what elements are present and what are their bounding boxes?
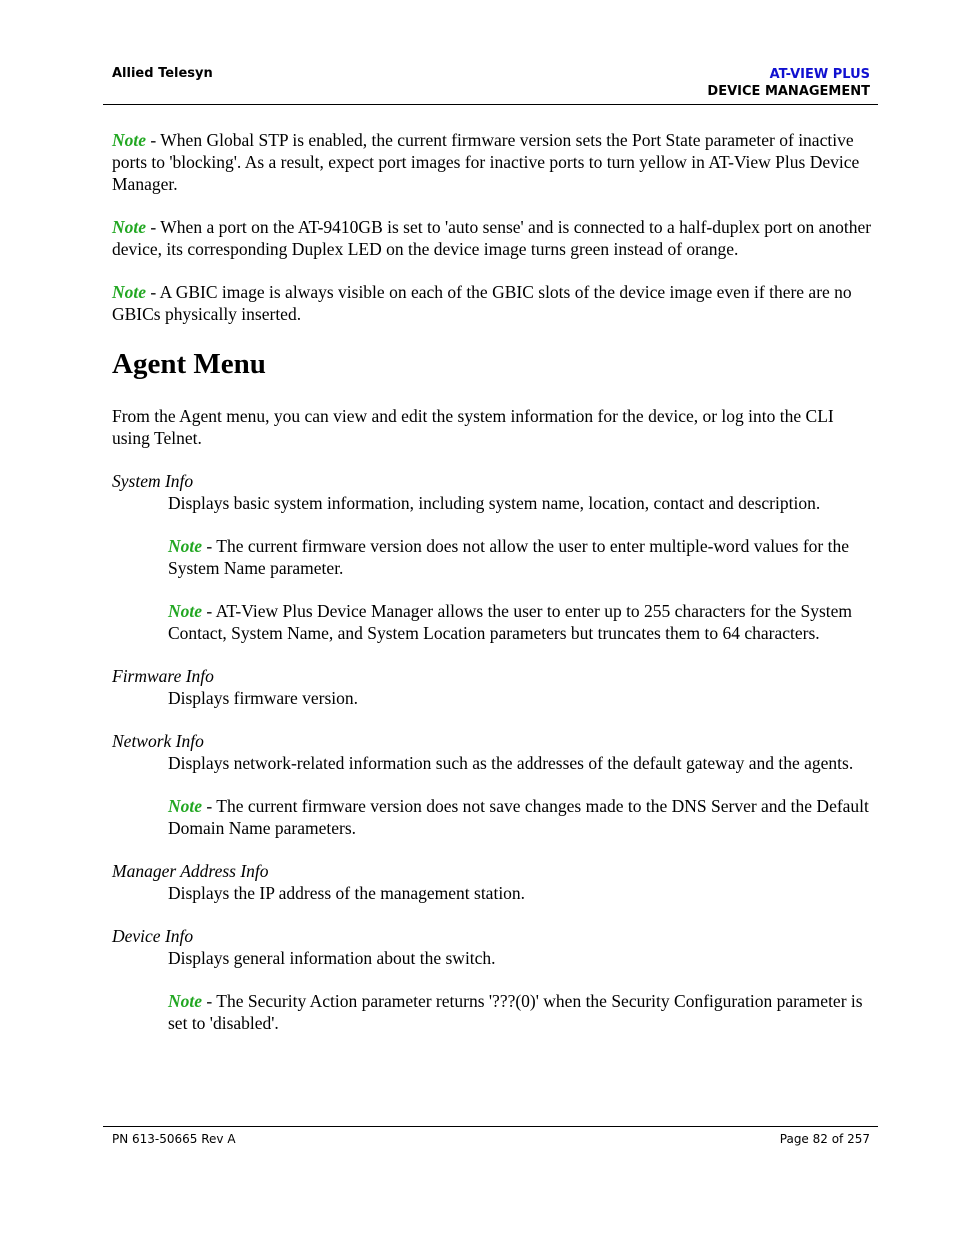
item-term: System Info: [112, 471, 194, 491]
item-description: Displays general information about the switch.: [168, 948, 496, 968]
item-definition: [168, 687, 874, 709]
note-text: - AT-View Plus Device Manager allows the user to enter up to 255 characters for the System Contact, System Name, and System Location parameters but truncates them to 64 characters.: [168, 601, 853, 643]
page-header: [103, 60, 878, 105]
part-number: PN 613-50665 Rev A: [112, 1132, 236, 1146]
page-number: Page 82 of 257: [779, 1132, 870, 1146]
header-right: [707, 66, 870, 100]
note-paragraph: [168, 535, 874, 579]
item-description: Displays the IP address of the management station.: [168, 883, 526, 903]
note-label: Note: [112, 130, 147, 150]
definition-item: [112, 470, 874, 644]
item-term: Device Info: [112, 926, 194, 946]
note-label: Note: [168, 796, 203, 816]
item-term: Firmware Info: [112, 666, 214, 686]
definition-item: [112, 665, 874, 709]
note-label: Note: [168, 601, 203, 621]
item-description: Displays firmware version.: [168, 688, 359, 708]
note-label: Note: [112, 282, 147, 302]
company-name: Allied Telesyn: [112, 66, 213, 81]
item-term: Manager Address Info: [112, 861, 269, 881]
definition-item: [112, 860, 874, 904]
item-definition: [168, 752, 874, 839]
item-definition: [168, 947, 874, 1034]
note-paragraph: [168, 600, 874, 644]
section-heading: Agent Menu: [112, 348, 266, 380]
note-paragraph: [112, 281, 874, 325]
document-body: [112, 129, 874, 1055]
product-name: AT-VIEW PLUS: [769, 67, 870, 82]
item-definition: [168, 882, 874, 904]
item-definition: [168, 492, 874, 644]
note-label: Note: [112, 217, 147, 237]
item-term: Network Info: [112, 731, 204, 751]
note-text: - The current firmware version does not allow the user to enter multiple-word values for the System Name parameter.: [168, 536, 850, 578]
definition-item: [112, 925, 874, 1034]
section-name: DEVICE MANAGEMENT: [707, 84, 870, 99]
note-text: - When a port on the AT-9410GB is set to 'auto sense' and is connected to a half-duplex port on another device, its corresponding Duplex LED on the device image turns green instead of orange.: [112, 217, 872, 259]
item-description: Displays network-related information such as the addresses of the default gateway and the agents.: [168, 753, 854, 773]
page-footer: [103, 1126, 878, 1146]
note-text: - When Global STP is enabled, the current firmware version sets the Port State parameter of inactive ports to 'blocking'. As a result, expect port images for inactive ports to turn yellow in AT-View Plus Device Manager.: [112, 130, 860, 194]
note-text: - The current firmware version does not save changes made to the DNS Server and the Default Domain Name parameters.: [168, 796, 869, 838]
note-paragraph: [112, 129, 874, 195]
note-paragraph: [112, 216, 874, 260]
note-label: Note: [168, 536, 203, 556]
note-paragraph: [168, 795, 874, 839]
item-description: Displays basic system information, including system name, location, contact and description.: [168, 493, 821, 513]
note-label: Note: [168, 991, 203, 1011]
intro-paragraph: From the Agent menu, you can view and edit the system information for the device, or log into the CLI using Telnet.: [112, 406, 834, 448]
note-text: - The Security Action parameter returns '???(0)' when the Security Configuration parameter is set to 'disabled'.: [168, 991, 863, 1033]
note-text: - A GBIC image is always visible on each of the GBIC slots of the device image even if there are no GBICs physically inserted.: [112, 282, 852, 324]
definition-item: [112, 730, 874, 839]
note-paragraph: [168, 990, 874, 1034]
